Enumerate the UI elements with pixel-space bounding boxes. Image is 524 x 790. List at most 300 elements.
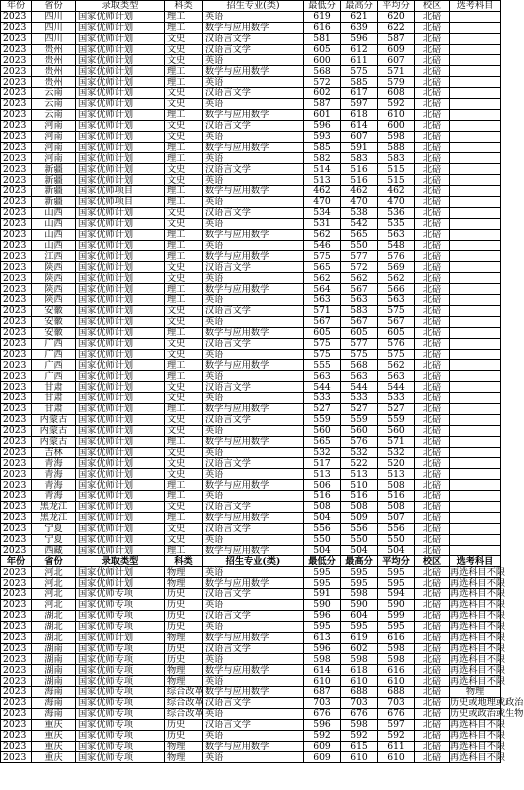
table-cell: 英语 (203, 654, 304, 665)
table-cell: 理工 (165, 77, 203, 88)
table-row (1, 99, 501, 110)
table-cell: 国家优师专项 (76, 719, 165, 730)
table-cell: 544 (304, 382, 341, 393)
table-cell: 综合改革 (165, 687, 203, 698)
table-cell (450, 491, 501, 502)
table-cell: 甘肃 (32, 393, 76, 404)
table-cell: 国家优师计划 (76, 251, 165, 262)
table-cell: 物理 (165, 567, 203, 578)
table-cell: 618 (341, 665, 378, 676)
table-cell: 物理 (450, 687, 501, 698)
table-cell: 598 (378, 643, 415, 654)
table-cell: 595 (341, 567, 378, 578)
table-cell (450, 393, 501, 404)
table-cell: 2023 (1, 262, 32, 273)
table-cell: 英语 (203, 425, 304, 436)
table-cell: 2023 (1, 33, 32, 44)
table-cell: 610 (378, 752, 415, 763)
table-cell: 广西 (32, 338, 76, 349)
table-cell: 507 (378, 512, 415, 523)
table-row (1, 447, 501, 458)
table-cell: 理工 (165, 371, 203, 382)
table-cell: 青海 (32, 458, 76, 469)
table-cell: 550 (341, 534, 378, 545)
table-cell: 2023 (1, 567, 32, 578)
table-cell: 595 (378, 621, 415, 632)
table-cell: 英语 (203, 599, 304, 610)
header-cell: 选考科目 (450, 1, 501, 12)
table-cell (450, 88, 501, 99)
table-cell: 560 (341, 425, 378, 436)
table-cell: 理工 (165, 109, 203, 120)
table-cell (450, 284, 501, 295)
table-cell: 618 (341, 109, 378, 120)
table-cell: 数学与应用数学 (203, 436, 304, 447)
table-cell: 2023 (1, 186, 32, 197)
table-cell: 535 (378, 218, 415, 229)
table-cell (450, 295, 501, 306)
table-cell: 国家优师计划 (76, 175, 165, 186)
table-cell: 文史 (165, 382, 203, 393)
table-row (1, 33, 501, 44)
table-cell: 文史 (165, 501, 203, 512)
table-cell: 英语 (203, 469, 304, 480)
table-cell: 575 (378, 305, 415, 316)
table-cell: 黑龙江 (32, 501, 76, 512)
table-cell: 国家优师计划 (76, 425, 165, 436)
table-cell: 英语 (203, 153, 304, 164)
table-row (1, 273, 501, 284)
table-cell: 文史 (165, 458, 203, 469)
table-cell: 462 (378, 186, 415, 197)
table-cell: 安徽 (32, 327, 76, 338)
table-cell: 北碚 (415, 414, 450, 425)
table-cell: 数学与应用数学 (203, 186, 304, 197)
table-cell: 英语 (203, 447, 304, 458)
table-cell: 2023 (1, 425, 32, 436)
table-cell: 2023 (1, 741, 32, 752)
table-cell: 576 (378, 251, 415, 262)
table-cell: 北碚 (415, 295, 450, 306)
table-cell: 云南 (32, 99, 76, 110)
table-cell: 历史 (165, 719, 203, 730)
table-cell: 海南 (32, 687, 76, 698)
table-cell: 北碚 (415, 273, 450, 284)
table-cell: 数学与应用数学 (203, 741, 304, 752)
score-table-body (1, 0, 524, 763)
table-cell: 汉语言文学 (203, 44, 304, 55)
table-row (1, 719, 501, 730)
table-cell: 国家优师计划 (76, 501, 165, 512)
table-cell: 再选科目不限 (450, 719, 506, 731)
table-cell: 内蒙古 (32, 436, 76, 447)
table-cell: 559 (378, 414, 415, 425)
table-cell: 2023 (1, 131, 32, 142)
table-cell: 西藏 (32, 545, 76, 556)
table-cell: 国家优师计划 (76, 207, 165, 218)
table-cell: 国家优师计划 (76, 316, 165, 327)
table-cell: 甘肃 (32, 403, 76, 414)
table-cell: 北碚 (415, 393, 450, 404)
table-cell (450, 534, 501, 545)
table-cell: 历史 (165, 589, 203, 600)
table-cell: 海南 (32, 698, 76, 709)
table-cell (450, 120, 501, 131)
table-cell: 北碚 (415, 33, 450, 44)
table-cell: 文史 (165, 44, 203, 55)
table-cell: 560 (378, 425, 415, 436)
table-cell: 北碚 (415, 469, 450, 480)
table-cell: 湖北 (32, 621, 76, 632)
table-cell: 广西 (32, 349, 76, 360)
table-cell: 文史 (165, 218, 203, 229)
table-cell: 数学与应用数学 (203, 22, 304, 33)
table-cell: 587 (304, 99, 341, 110)
table-cell (450, 436, 501, 447)
table-cell: 国家优师计划 (76, 218, 165, 229)
table-cell: 河北 (32, 578, 76, 589)
table-cell: 理工 (165, 197, 203, 208)
table-cell (450, 186, 501, 197)
header-cell: 最高分 (341, 1, 378, 12)
table-row (1, 164, 501, 175)
table-cell: 520 (378, 458, 415, 469)
table-cell: 理工 (165, 545, 203, 556)
table-cell: 2023 (1, 11, 32, 22)
table-cell: 江西 (32, 251, 76, 262)
table-cell: 英语 (203, 99, 304, 110)
table-cell: 610 (304, 676, 341, 687)
table-cell: 再选科目不限 (450, 610, 506, 622)
table-cell: 2023 (1, 207, 32, 218)
table-cell: 515 (378, 164, 415, 175)
table-cell: 文史 (165, 447, 203, 458)
table-cell: 国家优师计划 (76, 393, 165, 404)
table-cell: 595 (304, 578, 341, 589)
table-cell: 614 (304, 665, 341, 676)
table-cell: 英语 (203, 175, 304, 186)
table-cell: 2023 (1, 197, 32, 208)
table-cell: 国家优师专项 (76, 730, 165, 741)
table-cell: 北碚 (415, 77, 450, 88)
table-cell: 国家优师专项 (76, 741, 165, 752)
table-cell: 619 (304, 11, 341, 22)
table-cell: 598 (341, 719, 378, 730)
table-cell: 563 (304, 371, 341, 382)
table-cell: 国家优师专项 (76, 752, 165, 763)
table-cell: 国家优师专项 (76, 665, 165, 676)
table-row (1, 501, 501, 512)
table-cell: 北碚 (415, 316, 450, 327)
table-cell: 608 (378, 88, 415, 99)
table-cell: 河北 (32, 589, 76, 600)
header-cell: 平均分 (378, 1, 415, 12)
table-cell: 2023 (1, 469, 32, 480)
table-cell: 506 (304, 480, 341, 491)
table-cell: 国家优师计划 (76, 120, 165, 131)
table-cell: 2023 (1, 687, 32, 698)
table-cell: 北碚 (415, 545, 450, 556)
table-cell (450, 251, 501, 262)
table-cell: 北碚 (415, 11, 450, 22)
table-cell: 甘肃 (32, 382, 76, 393)
table-cell (450, 77, 501, 88)
table-cell: 文史 (165, 164, 203, 175)
table-cell: 563 (304, 295, 341, 306)
table-cell: 再选科目不限 (450, 751, 506, 763)
table-cell (450, 142, 501, 153)
table-cell: 英语 (203, 77, 304, 88)
table-cell: 2023 (1, 414, 32, 425)
table-cell: 598 (378, 654, 415, 665)
table-cell: 英语 (203, 349, 304, 360)
table-cell: 617 (341, 88, 378, 99)
table-cell: 再选科目不限 (450, 577, 506, 589)
table-row (1, 512, 501, 523)
table-cell: 592 (341, 730, 378, 741)
table-cell: 546 (304, 240, 341, 251)
table-cell: 616 (304, 22, 341, 33)
table-row (1, 327, 501, 338)
table-cell: 英语 (203, 621, 304, 632)
table-cell: 595 (341, 578, 378, 589)
table-row (1, 567, 501, 578)
header-cell: 最低分 (304, 556, 341, 567)
table-cell: 国家优师计划 (76, 545, 165, 556)
table-cell: 综合改革 (165, 698, 203, 709)
table-cell (450, 403, 501, 414)
table-row (1, 523, 501, 534)
table-cell: 国家优师计划 (76, 11, 165, 22)
table-cell: 数学与应用数学 (203, 109, 304, 120)
table-cell: 文史 (165, 523, 203, 534)
table-cell: 607 (341, 131, 378, 142)
table-cell: 理工 (165, 153, 203, 164)
table-cell (450, 109, 501, 120)
table-cell: 504 (304, 545, 341, 556)
table-cell: 536 (378, 207, 415, 218)
table-cell: 汉语言文学 (203, 414, 304, 425)
table-cell: 462 (304, 186, 341, 197)
table-cell: 北碚 (415, 708, 450, 719)
table-cell: 2023 (1, 44, 32, 55)
table-cell: 数学与应用数学 (203, 66, 304, 77)
table-cell: 国家优师计划 (76, 33, 165, 44)
table-row (1, 349, 501, 360)
table-cell: 国家优师计划 (76, 632, 165, 643)
table-cell: 2023 (1, 676, 32, 687)
table-cell: 2023 (1, 654, 32, 665)
table-cell: 北碚 (415, 284, 450, 295)
table-cell: 556 (341, 523, 378, 534)
table-cell: 国家优师专项 (76, 687, 165, 698)
table-cell: 英语 (203, 295, 304, 306)
table-cell: 533 (304, 393, 341, 404)
table-cell: 国家优师计划 (76, 382, 165, 393)
table-cell: 2023 (1, 109, 32, 120)
table-cell: 北碚 (415, 589, 450, 600)
table-cell: 2023 (1, 305, 32, 316)
table-cell: 2023 (1, 719, 32, 730)
table-cell: 2023 (1, 708, 32, 719)
table-cell: 汉语言文学 (203, 120, 304, 131)
table-cell: 数学与应用数学 (203, 687, 304, 698)
table-row (1, 88, 501, 99)
table-cell: 619 (341, 632, 378, 643)
table-cell: 北碚 (415, 632, 450, 643)
table-cell: 物理 (165, 752, 203, 763)
table-cell: 515 (378, 175, 415, 186)
table-cell: 563 (378, 295, 415, 306)
table-row (1, 338, 501, 349)
table-cell: 北碚 (415, 512, 450, 523)
table-cell: 596 (341, 33, 378, 44)
table-cell: 理工 (165, 327, 203, 338)
table-cell: 595 (378, 578, 415, 589)
table-cell: 516 (341, 164, 378, 175)
table-cell: 北碚 (415, 523, 450, 534)
table-cell: 国家优师计划 (76, 240, 165, 251)
table-cell: 587 (378, 33, 415, 44)
table-cell: 北碚 (415, 425, 450, 436)
table-cell: 汉语言文学 (203, 164, 304, 175)
table-row (1, 698, 501, 709)
table-cell: 602 (341, 643, 378, 654)
table-cell: 562 (341, 273, 378, 284)
table-cell: 贵州 (32, 44, 76, 55)
table-cell: 579 (378, 77, 415, 88)
header-cell: 省份 (32, 1, 76, 12)
table-cell: 国家优师计划 (76, 131, 165, 142)
table-cell: 北碚 (415, 480, 450, 491)
table-cell (450, 512, 501, 523)
table-cell: 文史 (165, 469, 203, 480)
table-cell: 河南 (32, 142, 76, 153)
table-cell: 吉林 (32, 447, 76, 458)
table-cell: 历史 (165, 643, 203, 654)
table-row (1, 120, 501, 131)
table-cell: 英语 (203, 676, 304, 687)
table-cell: 565 (341, 229, 378, 240)
table-cell: 汉语言文学 (203, 610, 304, 621)
table-cell: 国家优师计划 (76, 142, 165, 153)
table-cell: 河北 (32, 567, 76, 578)
table-cell: 北碚 (415, 153, 450, 164)
table-cell: 北碚 (415, 741, 450, 752)
table-cell: 北碚 (415, 403, 450, 414)
table-row (1, 44, 501, 55)
table-cell: 国家优师计划 (76, 512, 165, 523)
table-cell: 611 (378, 741, 415, 752)
table-cell: 595 (378, 567, 415, 578)
table-cell: 英语 (203, 218, 304, 229)
table-row (1, 403, 501, 414)
table-cell: 国家优师计划 (76, 480, 165, 491)
table-cell: 600 (304, 55, 341, 66)
table-cell: 北碚 (415, 752, 450, 763)
table-cell: 582 (304, 153, 341, 164)
table-cell: 北碚 (415, 730, 450, 741)
table-cell: 数学与应用数学 (203, 632, 304, 643)
table-cell: 英语 (203, 11, 304, 22)
table-cell: 703 (378, 698, 415, 709)
table-row (1, 632, 501, 643)
table-cell: 国家优师计划 (76, 567, 165, 578)
table-cell: 物理 (165, 676, 203, 687)
table-cell: 陕西 (32, 284, 76, 295)
table-cell: 英语 (203, 708, 304, 719)
table-cell: 590 (378, 599, 415, 610)
table-cell (450, 382, 501, 393)
table-cell: 2023 (1, 327, 32, 338)
table-cell: 591 (341, 142, 378, 153)
table-row (1, 534, 501, 545)
table-cell: 国家优师专项 (76, 676, 165, 687)
table-cell (450, 360, 501, 371)
table-row (1, 295, 501, 306)
table-cell: 2023 (1, 22, 32, 33)
table-cell: 国家优师计划 (76, 414, 165, 425)
table-cell: 585 (304, 142, 341, 153)
table-cell: 湖南 (32, 665, 76, 676)
table-cell: 688 (378, 687, 415, 698)
table-cell: 河南 (32, 120, 76, 131)
table-cell: 国家优师计划 (76, 44, 165, 55)
table-cell: 2023 (1, 698, 32, 709)
table-cell: 532 (341, 447, 378, 458)
table-cell: 2023 (1, 284, 32, 295)
table-cell: 566 (378, 284, 415, 295)
table-cell: 571 (378, 436, 415, 447)
table-cell: 汉语言文学 (203, 262, 304, 273)
table-row (1, 491, 501, 502)
table-cell: 理工 (165, 403, 203, 414)
table-cell (450, 99, 501, 110)
table-cell (450, 22, 501, 33)
table-cell: 572 (304, 77, 341, 88)
table-cell: 504 (304, 512, 341, 523)
table-cell: 533 (341, 393, 378, 404)
table-cell: 676 (341, 708, 378, 719)
table-row (1, 371, 501, 382)
table-cell (450, 197, 501, 208)
table-cell (450, 55, 501, 66)
table-cell: 513 (341, 469, 378, 480)
table-cell: 再选科目不限 (450, 632, 506, 643)
table-cell: 676 (378, 708, 415, 719)
table-cell: 重庆 (32, 752, 76, 763)
table-row (1, 393, 501, 404)
table-cell: 北碚 (415, 240, 450, 251)
table-cell (450, 480, 501, 491)
table-cell: 北碚 (415, 654, 450, 665)
table-cell: 英语 (203, 393, 304, 404)
table-row (1, 316, 501, 327)
table-cell: 数学与应用数学 (203, 284, 304, 295)
table-cell: 文史 (165, 207, 203, 218)
table-row (1, 229, 501, 240)
table-cell: 2023 (1, 534, 32, 545)
table-cell: 汉语言文学 (203, 88, 304, 99)
table-cell: 国家优师计划 (76, 327, 165, 338)
header-cell: 最高分 (341, 556, 378, 567)
table-cell: 内蒙古 (32, 414, 76, 425)
table-header-row (1, 1, 501, 12)
table-cell: 605 (378, 327, 415, 338)
table-cell: 2023 (1, 578, 32, 589)
table-cell: 物理 (165, 632, 203, 643)
table-cell: 再选科目不限 (450, 730, 506, 742)
